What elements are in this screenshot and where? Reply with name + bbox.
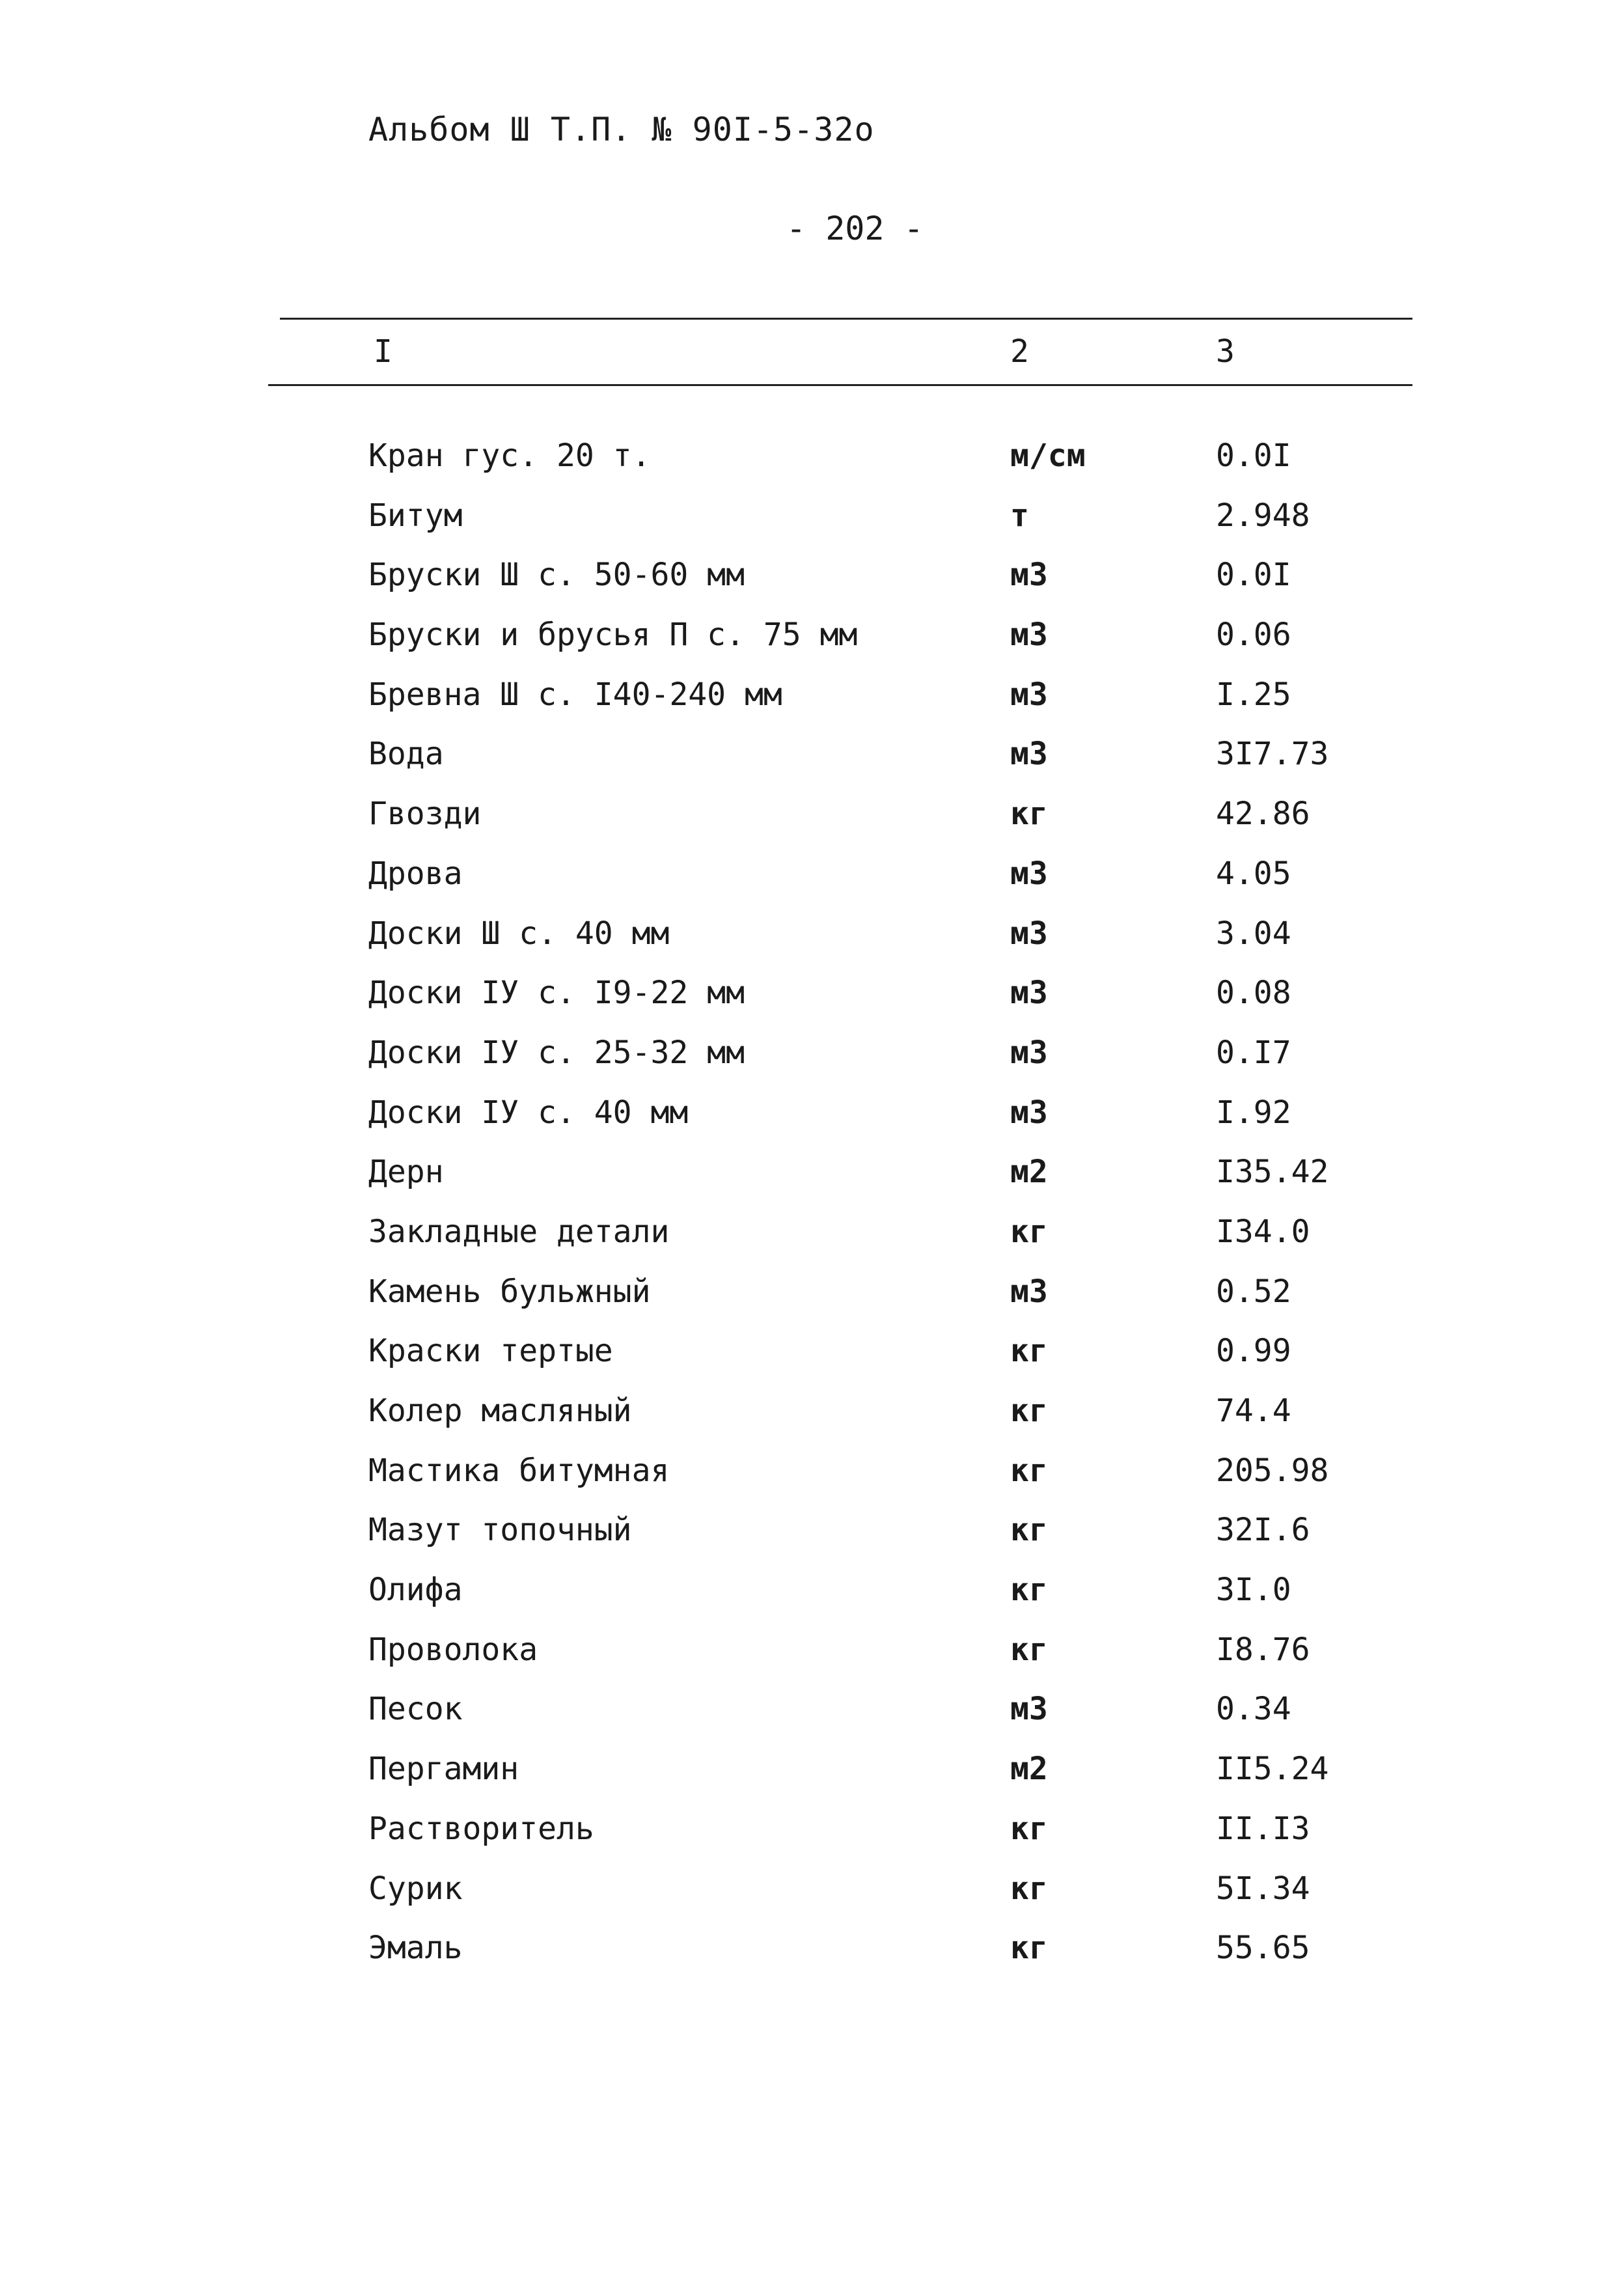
material-name-cell: Дрова bbox=[368, 855, 463, 892]
column-header-3: 3 bbox=[1216, 333, 1235, 370]
quantity-cell: II5.24 bbox=[1216, 1751, 1329, 1788]
material-name-cell: Бревна Ш с. I40-240 мм bbox=[368, 676, 782, 713]
material-name-cell: Камень бульжный bbox=[368, 1273, 651, 1310]
table-row bbox=[0, 1271, 1624, 1331]
materials-table-body bbox=[0, 435, 1624, 1987]
table-row bbox=[0, 1211, 1624, 1271]
album-title: Альбом Ш Т.П. № 90I-5-32о bbox=[368, 111, 875, 148]
quantity-cell: 0.0I bbox=[1216, 557, 1291, 594]
material-name-cell: Песок bbox=[368, 1691, 463, 1728]
quantity-cell: 74.4 bbox=[1216, 1393, 1291, 1429]
quantity-cell: I.25 bbox=[1216, 676, 1291, 713]
table-row bbox=[0, 1868, 1624, 1928]
quantity-cell: 0.0I bbox=[1216, 437, 1291, 474]
unit-cell: кг bbox=[1010, 1572, 1048, 1609]
quantity-cell: 32I.6 bbox=[1216, 1512, 1310, 1549]
unit-cell: м/см bbox=[1010, 437, 1086, 474]
unit-cell: м3 bbox=[1010, 617, 1048, 654]
table-row bbox=[0, 1748, 1624, 1808]
unit-cell: м3 bbox=[1010, 855, 1048, 892]
table-row bbox=[0, 793, 1624, 853]
quantity-cell: 0.08 bbox=[1216, 975, 1291, 1012]
material-name-cell: Доски IУ с. 25-32 мм bbox=[368, 1034, 745, 1071]
table-row bbox=[0, 1390, 1624, 1450]
page-number: - 202 - bbox=[786, 210, 924, 247]
unit-cell: м3 bbox=[1010, 676, 1048, 713]
unit-cell: кг bbox=[1010, 1512, 1048, 1549]
table-row bbox=[0, 1569, 1624, 1629]
material-name-cell: Доски IУ с. 40 мм bbox=[368, 1094, 689, 1131]
quantity-cell: I8.76 bbox=[1216, 1631, 1310, 1668]
material-name-cell: Пергамин bbox=[368, 1751, 519, 1788]
unit-cell: м3 bbox=[1010, 975, 1048, 1012]
material-name-cell: Доски Ш с. 40 мм bbox=[368, 915, 670, 952]
unit-cell: кг bbox=[1010, 1393, 1048, 1429]
column-header-1: I bbox=[374, 333, 392, 370]
unit-cell: м2 bbox=[1010, 1751, 1048, 1788]
table-row bbox=[0, 733, 1624, 793]
material-name-cell: Мастика битумная bbox=[368, 1452, 670, 1489]
quantity-cell: 0.99 bbox=[1216, 1333, 1291, 1370]
unit-cell: кг bbox=[1010, 1810, 1048, 1847]
quantity-cell: 4.05 bbox=[1216, 855, 1291, 892]
material-name-cell: Доски IУ с. I9-22 мм bbox=[368, 975, 745, 1012]
unit-cell: кг bbox=[1010, 1870, 1048, 1907]
table-row bbox=[0, 972, 1624, 1032]
material-name-cell: Битум bbox=[368, 497, 463, 534]
quantity-cell: 0.I7 bbox=[1216, 1034, 1291, 1071]
material-name-cell: Колер масляный bbox=[368, 1393, 632, 1429]
table-row bbox=[0, 1032, 1624, 1092]
quantity-cell: 0.52 bbox=[1216, 1273, 1291, 1310]
material-name-cell: Кран гус. 20 т. bbox=[368, 437, 651, 474]
unit-cell: м3 bbox=[1010, 1273, 1048, 1310]
table-row bbox=[0, 1509, 1624, 1569]
table-row bbox=[0, 1927, 1624, 1987]
unit-cell: кг bbox=[1010, 1452, 1048, 1489]
table-row bbox=[0, 495, 1624, 555]
table-header-rule bbox=[268, 384, 1412, 386]
table-row bbox=[0, 853, 1624, 913]
column-header-2: 2 bbox=[1010, 333, 1029, 370]
table-row bbox=[0, 913, 1624, 973]
table-row bbox=[0, 1629, 1624, 1689]
material-name-cell: Краски тертые bbox=[368, 1333, 613, 1370]
unit-cell: кг bbox=[1010, 1930, 1048, 1967]
material-name-cell: Дерн bbox=[368, 1154, 444, 1191]
unit-cell: м3 bbox=[1010, 557, 1048, 594]
quantity-cell: 5I.34 bbox=[1216, 1870, 1310, 1907]
unit-cell: м3 bbox=[1010, 1094, 1048, 1131]
material-name-cell: Бруски Ш с. 50-60 мм bbox=[368, 557, 745, 594]
material-name-cell: Мазут топочный bbox=[368, 1512, 632, 1549]
table-row bbox=[0, 1808, 1624, 1868]
unit-cell: кг bbox=[1010, 1333, 1048, 1370]
table-row bbox=[0, 614, 1624, 674]
quantity-cell: I.92 bbox=[1216, 1094, 1291, 1131]
table-row bbox=[0, 674, 1624, 734]
unit-cell: м2 bbox=[1010, 1154, 1048, 1191]
quantity-cell: 2.948 bbox=[1216, 497, 1310, 534]
table-top-rule bbox=[280, 318, 1412, 320]
quantity-cell: I34.0 bbox=[1216, 1213, 1310, 1250]
unit-cell: кг bbox=[1010, 1213, 1048, 1250]
unit-cell: м3 bbox=[1010, 915, 1048, 952]
quantity-cell: 3I.0 bbox=[1216, 1572, 1291, 1609]
table-row bbox=[0, 1092, 1624, 1152]
unit-cell: кг bbox=[1010, 796, 1048, 833]
table-row bbox=[0, 554, 1624, 614]
quantity-cell: 205.98 bbox=[1216, 1452, 1329, 1489]
quantity-cell: 0.34 bbox=[1216, 1691, 1291, 1728]
material-name-cell: Бруски и брусья П с. 75 мм bbox=[368, 617, 858, 654]
material-name-cell: Олифа bbox=[368, 1572, 463, 1609]
table-row bbox=[0, 1450, 1624, 1510]
material-name-cell: Вода bbox=[368, 736, 444, 773]
quantity-cell: I35.42 bbox=[1216, 1154, 1329, 1191]
quantity-cell: 55.65 bbox=[1216, 1930, 1310, 1967]
unit-cell: м3 bbox=[1010, 1034, 1048, 1071]
material-name-cell: Проволока bbox=[368, 1631, 538, 1668]
table-row bbox=[0, 1688, 1624, 1748]
material-name-cell: Гвозди bbox=[368, 796, 482, 833]
quantity-cell: 0.06 bbox=[1216, 617, 1291, 654]
unit-cell: кг bbox=[1010, 1631, 1048, 1668]
material-name-cell: Эмаль bbox=[368, 1930, 463, 1967]
table-row bbox=[0, 435, 1624, 495]
unit-cell: м3 bbox=[1010, 736, 1048, 773]
unit-cell: м3 bbox=[1010, 1691, 1048, 1728]
material-name-cell: Растворитель bbox=[368, 1810, 594, 1847]
table-row bbox=[0, 1330, 1624, 1390]
unit-cell: т bbox=[1010, 497, 1029, 534]
quantity-cell: II.I3 bbox=[1216, 1810, 1310, 1847]
material-name-cell: Закладные детали bbox=[368, 1213, 670, 1250]
quantity-cell: 3.04 bbox=[1216, 915, 1291, 952]
table-row bbox=[0, 1151, 1624, 1211]
material-name-cell: Сурик bbox=[368, 1870, 463, 1907]
quantity-cell: 3I7.73 bbox=[1216, 736, 1329, 773]
quantity-cell: 42.86 bbox=[1216, 796, 1310, 833]
